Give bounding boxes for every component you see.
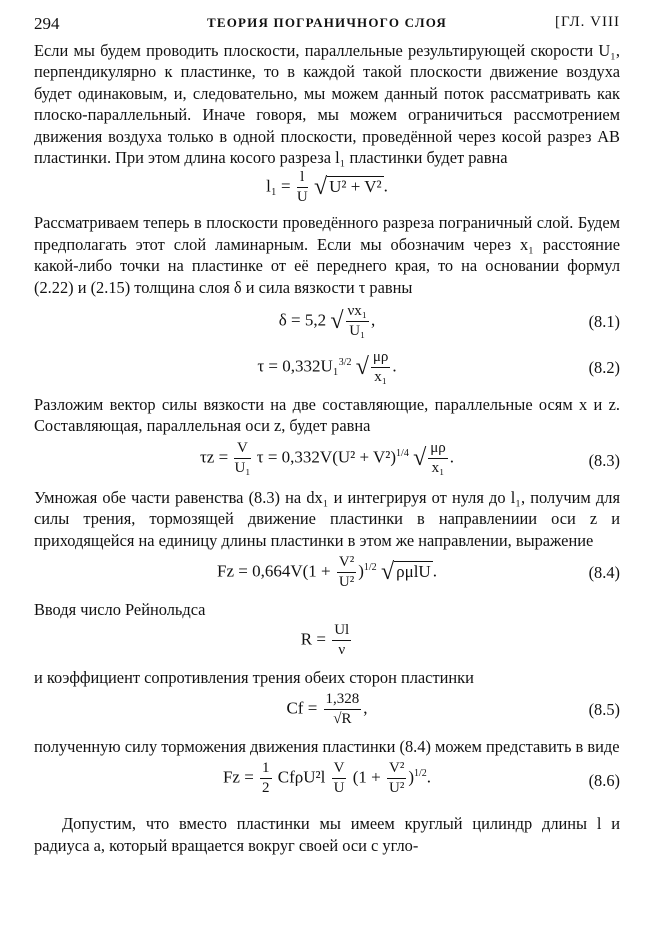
equation-number: (8.4) (588, 563, 620, 583)
fraction: $\frac{\text{V²}}{\text{U²}}$ (338, 554, 355, 591)
equation-number: (8.5) (588, 699, 620, 719)
paragraph-7: полученную силу торможения движения пластинки (8.4) можем представить в виде (34, 736, 620, 756)
equation-8-2: τ = 0,332U₁$^{3/2}$ √ $\frac{\mu\rho}{\text{x₁}}$ . (8.2) (257, 349, 620, 386)
equation-8-1: δ = 5,2 √ $\frac{\text{νx₁}}{\text{U₁}}$ , (8.1) (278, 303, 620, 340)
fraction: $\frac{\mu\rho}{\text{x₁}}$ (372, 349, 389, 386)
fraction: $\frac{1}{2}$ (262, 760, 270, 797)
equation-8-6: Fz = $\frac{1}{2}$ CfρU²l $\frac{V}{U}$ (1 + $\frac{\text{V²}}{\text{U²}}$ )$^{1/2}$. (8.6) (222, 760, 620, 797)
equation-number: (8.2) (588, 358, 620, 378)
fraction: $\frac{1,328}{√R}$ (325, 690, 360, 727)
fraction: $\frac{V}{U}$ (333, 760, 345, 797)
equation-number: (8.3) (588, 450, 620, 470)
chapter-marker: [ГЛ. VIII (554, 14, 620, 30)
page-header (34, 14, 620, 40)
equation-reynolds: R = $\frac{Ul}{\nu}$ (300, 621, 350, 658)
equation-8-4: Fz = 0,664V(1 + $\frac{\text{V²}}{\text{U²}}$ )$^{1/2}$ √ ρμlU . (8.4) (217, 554, 620, 591)
paragraph-1: Если мы будем проводить плоскости, параллельные результирующей скорости U₁, перпендикулярно к пластинке, то в каждой такой плоскости движение воздуха будет одинаковым, и, следовательно, мы можем данный поток рассматривать как плоско-параллельный. Иначе говоря, мы можем ограничиться рассмотрением движения воздуха только в одной плоскости, проведённой через косой разрез AB пластинки. При этом длина косого разреза l₁ пластинки будет равна (34, 41, 620, 168)
paragraph-3: Разложим вектор силы вязкости на две составляющие, параллельные осям x и z. Составляющая, параллельная оси z, будет равна (34, 395, 620, 436)
equation-slant-length: l₁ = $\frac{l}{U}$ √ U² + V² . (266, 169, 388, 206)
fraction: $\frac{V}{\text{U₁}}$ (234, 439, 251, 476)
fraction: $\frac{Ul}{\nu}$ (334, 621, 350, 658)
fraction: $\frac{\mu\rho}{\text{x₁}}$ (430, 439, 446, 476)
fraction: $\frac{\text{V²}}{\text{U²}}$ (388, 760, 405, 797)
equation-number: (8.6) (588, 771, 620, 791)
paragraph-4: Умножая обе части равенства (8.3) на dx₁ и интегрируя от нуля до l₁, получим для силы трения, тормозящей движение пластинки в направлениии оси z и приходящейся на единицу длины пластинки в этом же направлении, выражение (34, 487, 620, 550)
fraction: $\frac{l}{U}$ (296, 169, 308, 206)
equation-8-5: Cf = $\frac{1,328}{√R}$ , (8.5) (286, 690, 620, 727)
paragraph-2: Рассматриваем теперь в плоскости проведённого разреза пограничный слой. Будем предполагать этот слой ламинарным. Если мы обозначим через x₁ расстояние какой-либо точки на пластинке от её переднего края, то на основании формул (2.22) и (2.15) толщина слоя δ и сила вязкости τ равны (34, 213, 620, 297)
running-title: ТЕОРИЯ ПОГРАНИЧНОГО СЛОЯ (206, 15, 447, 30)
paragraph-8: Допустим, что вместо пластинки мы имеем круглый цилиндр длины l и радиуса a, который вращается вокруг своей оси с угло- (34, 814, 620, 855)
paragraph-6: и коэффициент сопротивления трения обеих сторон пластинки (34, 667, 474, 687)
equation-8-3: τz = $\frac{V}{\text{U₁}}$ $\tau = 0,332V(U^2 + V^2)^{1/4}$ √ $\frac{\mu\rho}{\text{x₁}}$ . (8.3) (199, 439, 620, 476)
page-number: 294 (34, 14, 60, 33)
paragraph-5: Вводя число Рейнольдса (34, 600, 206, 620)
fraction: $\frac{\text{νx₁}}{\text{U₁}}$ (347, 303, 368, 340)
equation-number: (8.1) (588, 312, 620, 332)
